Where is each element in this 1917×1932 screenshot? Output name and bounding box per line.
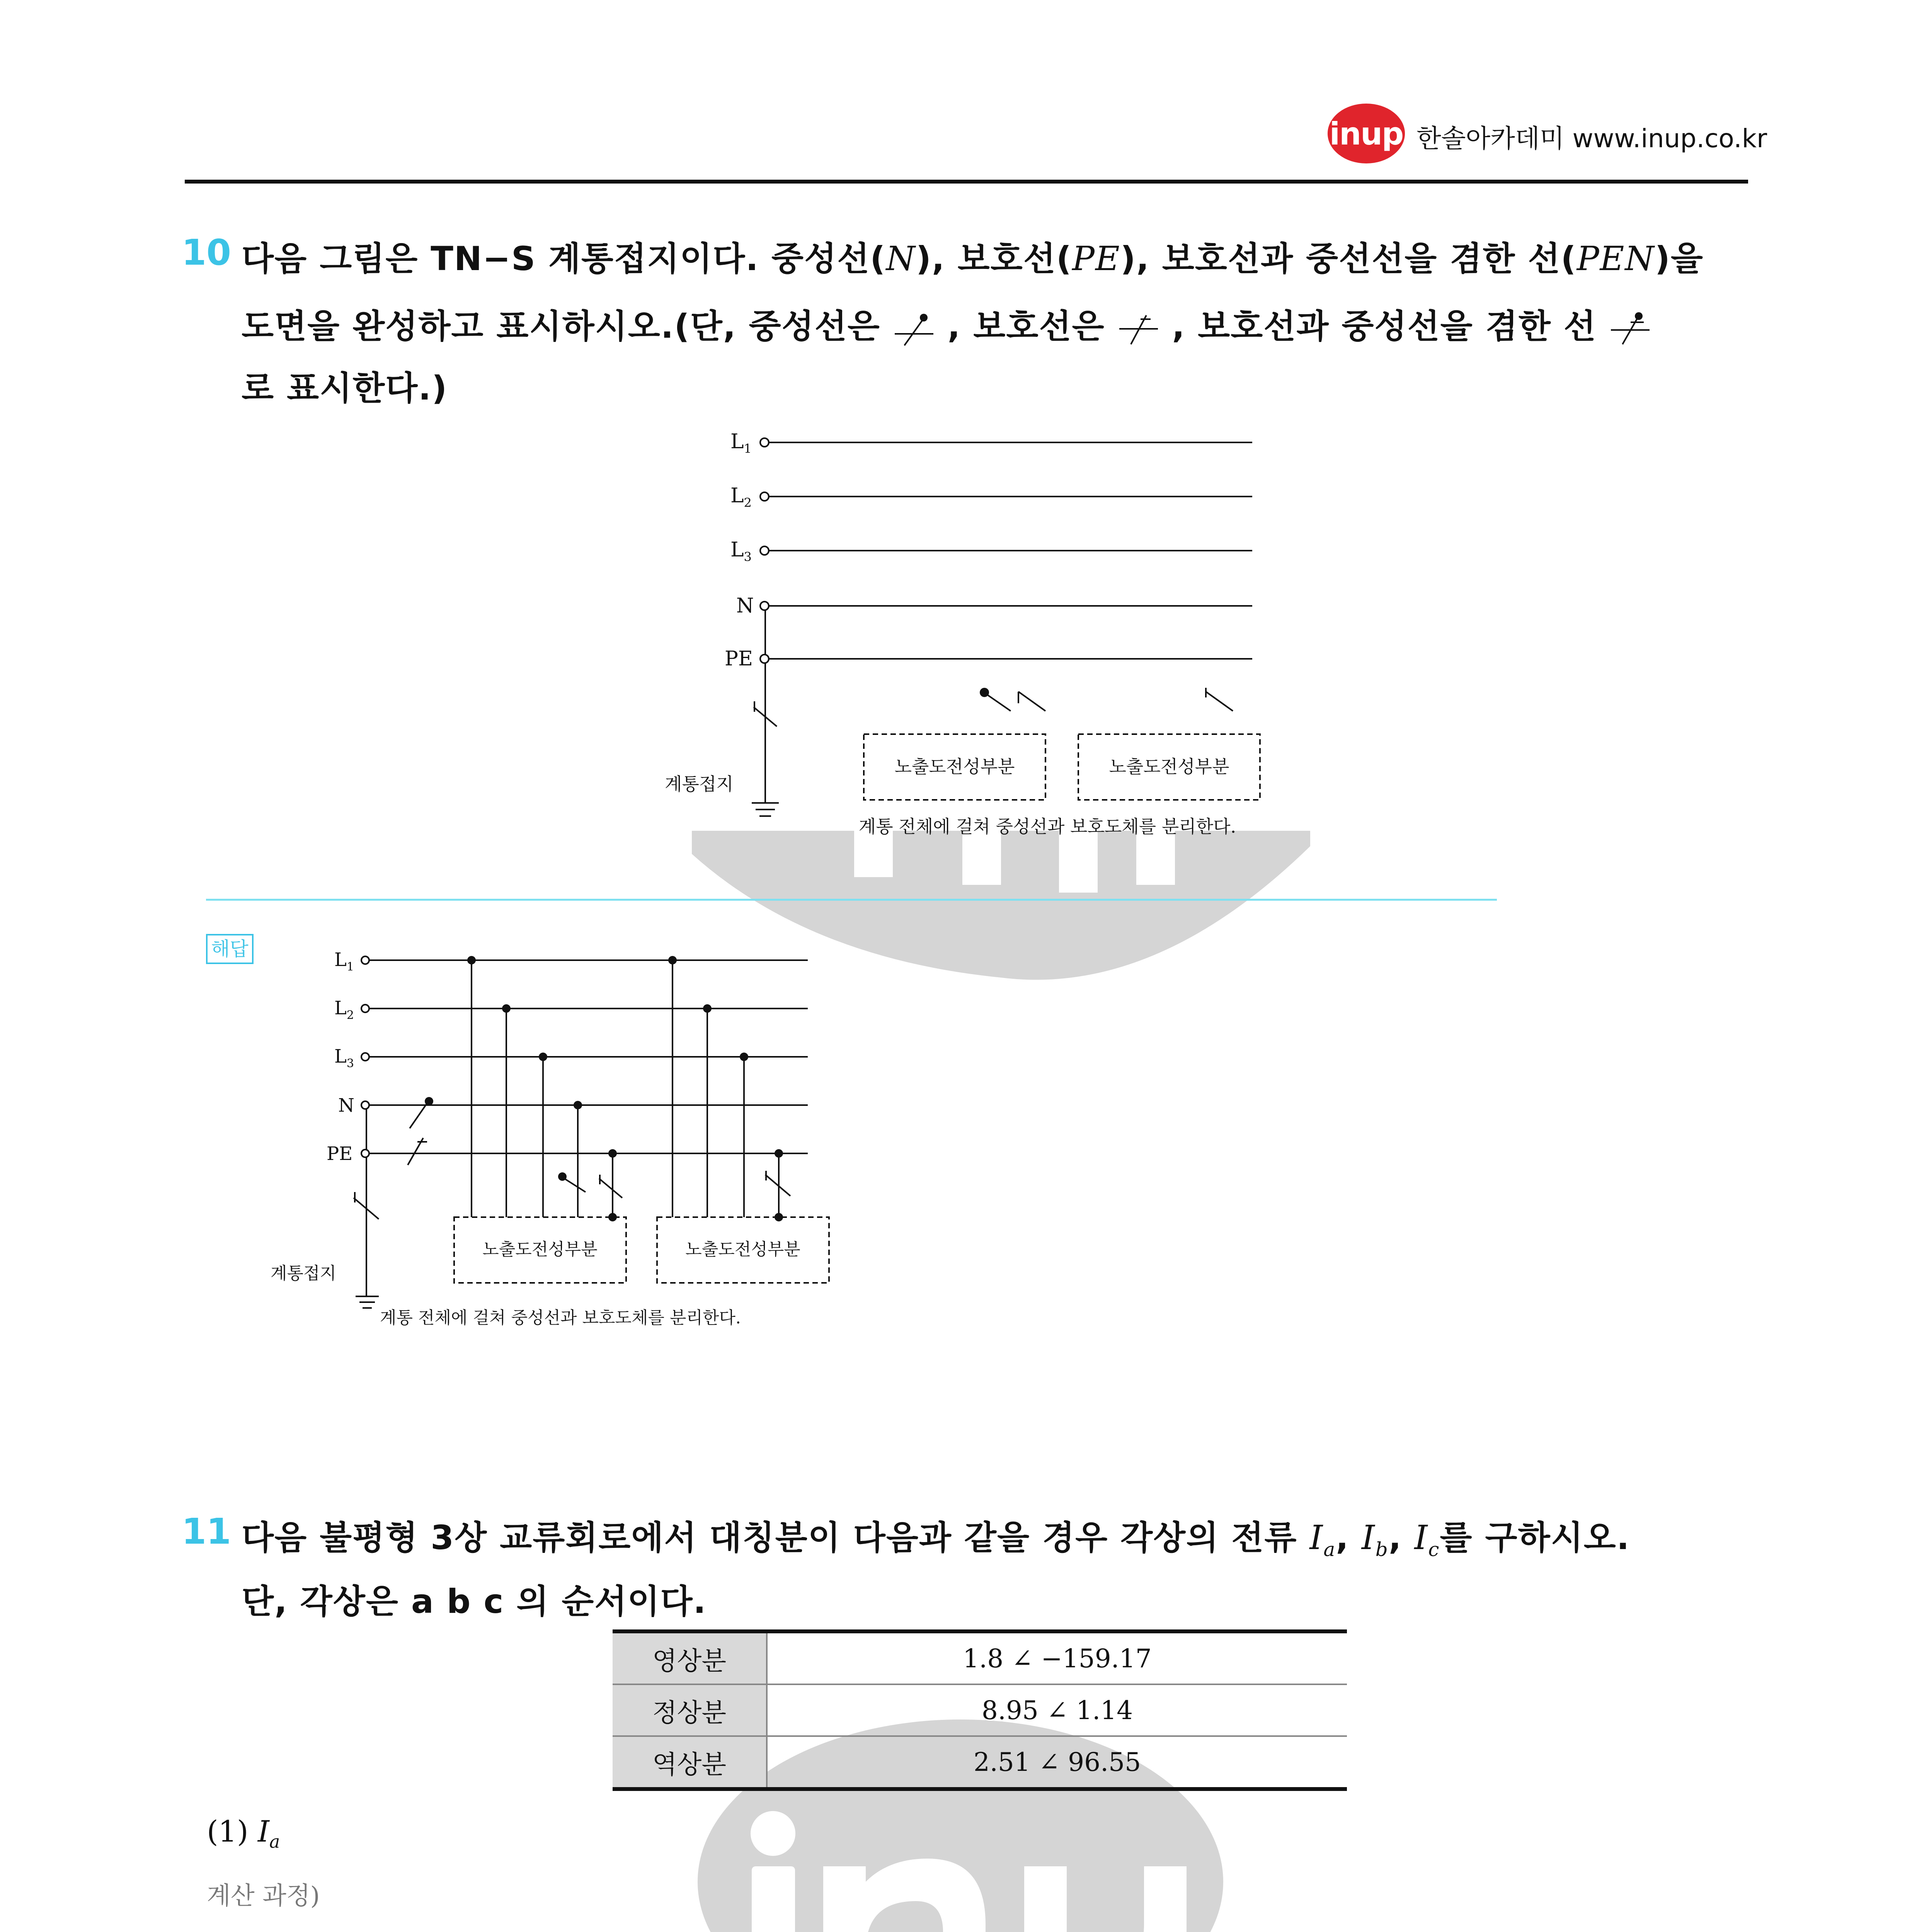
answer-caption: 계통 전체에 걸쳐 중성선과 보호도체를 분리한다. (380, 1308, 741, 1328)
pen-symbol-icon (1609, 311, 1651, 346)
brand-logo-text: inup (1329, 116, 1403, 152)
line-label-pe: PE (725, 647, 753, 670)
line-label-n: N (736, 594, 754, 617)
question-number: 10 (182, 232, 232, 273)
tn-s-diagram (638, 417, 1333, 854)
question-text-line2: 도면을 완성하고 표시하시오.(단, 중성선은 , 보호선은 , 보호선과 중성선을 겸한 선 (242, 299, 1651, 347)
answer-box-1: 노출도전성부분 (482, 1240, 598, 1259)
svg-text:N: N (338, 1095, 354, 1116)
table-row: 영상분 1.8 ∠ −159.17 (613, 1631, 1347, 1684)
line-label-l2: $L_2$ (730, 484, 752, 510)
header-brand: 한솔아카데미 www.inup.co.kr (1416, 124, 1767, 153)
answer-box-2: 노출도전성부분 (685, 1240, 800, 1259)
table-row: 역상분 2.51 ∠ 96.55 (613, 1736, 1347, 1789)
part-1-heading: (1) $I_a$ (207, 1814, 280, 1852)
header-rule (185, 180, 1748, 184)
svg-text:L1: $L_1$ (334, 949, 354, 974)
answer-tag: 해답 (206, 934, 254, 964)
line-label-l1: $L_1$ (730, 430, 752, 456)
question-text-line3: 로 표시한다.) (242, 369, 448, 408)
diagram-caption: 계통 전체에 걸쳐 중성선과 보호도체를 분리한다. (858, 816, 1236, 837)
answer-separator (206, 899, 1497, 901)
tn-s-answer-diagram (263, 943, 881, 1345)
protective-symbol-icon (1117, 311, 1160, 346)
svg-text:계통접지: 계통접지 (271, 1264, 337, 1283)
question-number-11: 11 (182, 1511, 232, 1552)
line-label-l3: $L_3$ (730, 538, 752, 564)
svg-text:L3: $L_3$ (334, 1046, 354, 1070)
calc-label-1: 계산 과정) (207, 1882, 320, 1910)
exposed-part-box-2: 노출도전성부분 (1109, 756, 1229, 777)
question-11-line2: 단, 각상은 a b c 의 순서이다. (242, 1582, 707, 1621)
svg-text:PE: PE (327, 1143, 353, 1165)
exposed-part-box-1: 노출도전성부분 (894, 756, 1015, 777)
table-row: 정상분 8.95 ∠ 1.14 (613, 1684, 1347, 1736)
question-text-line1: 다음 그림은 TN−S 계통접지이다. 중성선(N), 보호선(PE), 보호선과 중선선을 겸한 선(PEN)을 (242, 240, 1704, 278)
neutral-symbol-icon (893, 311, 935, 346)
question-11-line1: 다음 불평형 3상 교류회로에서 대칭분이 다음과 같을 경우 각상의 전류 $I_a$, $I_b$, $I_c$를 구하시오. (242, 1519, 1630, 1561)
symmetric-components-table (613, 1629, 1347, 1791)
svg-text:L2: $L_2$ (334, 997, 354, 1022)
ground-label: 계통접지 (665, 774, 734, 794)
